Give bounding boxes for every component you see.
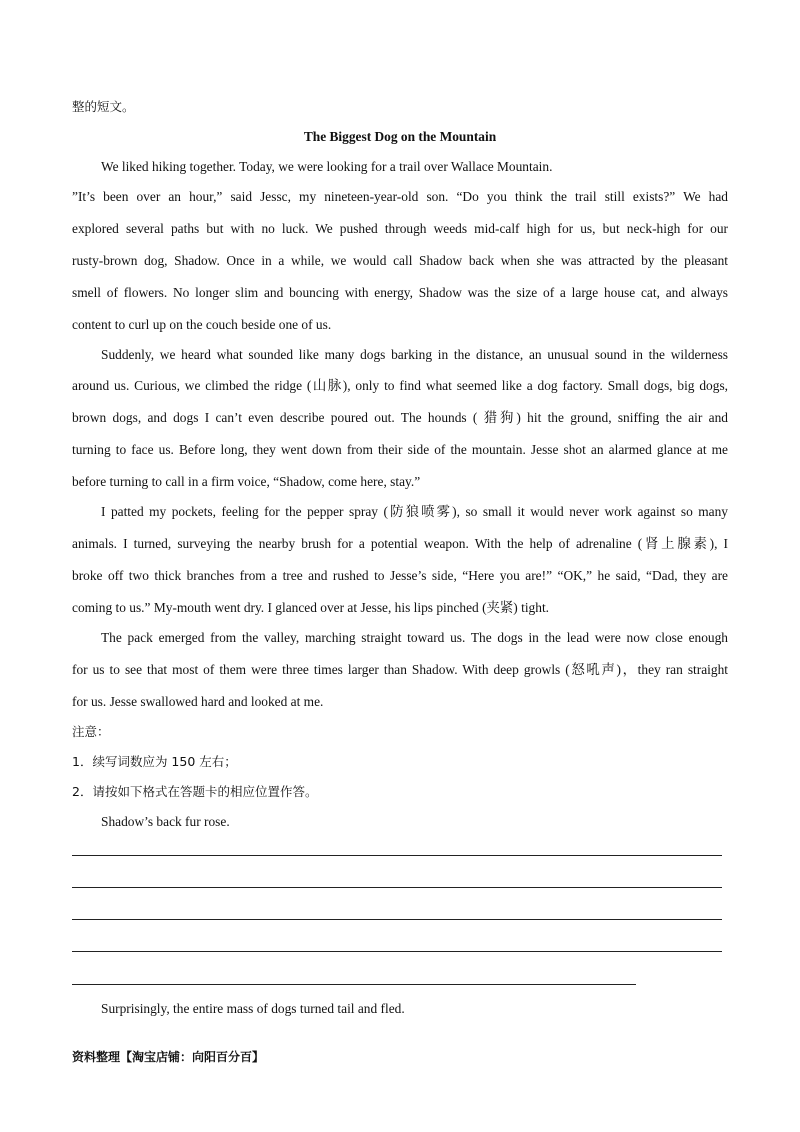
answer-line [72, 951, 722, 952]
answer-line [72, 887, 722, 888]
answer-line [72, 855, 722, 856]
story-line: rusty-brown dog, Shadow. Once in a while, we would call Shadow back when she was attracted by the pleasant [72, 253, 728, 268]
story-line: content to curl up on the couch beside one of us. [72, 317, 332, 332]
footer-source: 资料整理【淘宝店铺：向阳百分百】 [72, 1050, 265, 1064]
story-line: around us. Curious, we climbed the ridge (山脉), only to find what seemed like a dog factory. Small dogs, big dogs, [72, 378, 728, 393]
story-line: before turning to call in a firm voice, “Shadow, come here, stay.” [72, 474, 421, 489]
notes-heading: 注意： [72, 724, 110, 739]
story-line: explored several paths but with no luck. We pushed through weeds mid-calf high for us, but neck-high for our [72, 221, 728, 236]
intro-line: 整的短文。 [72, 99, 135, 114]
note-item-word-count: 1．续写词数应为 150 左右； [72, 754, 237, 769]
story-line: brown dogs, and dogs I can’t even describe poured out. The hounds ( 猎狗) hit the ground, sniffing the air and [72, 410, 728, 425]
story-line: coming to us.” My-mouth went dry. I glanced over at Jesse, his lips pinched (夹紧) tight. [72, 600, 550, 615]
paragraph2-start: Surprisingly, the entire mass of dogs turned tail and fled. [101, 1001, 405, 1016]
story-line: for us to see that most of them were three times larger than Shadow. With deep growls (怒吼声)，they ran straight [72, 662, 728, 677]
story-line: animals. I turned, surveying the nearby brush for a potential weapon. With the help of adrenaline (肾上腺素), I [72, 536, 728, 551]
paragraph1-start: Shadow’s back fur rose. [101, 814, 230, 829]
story-line: for us. Jesse swallowed hard and looked at me. [72, 694, 324, 709]
story-title: The Biggest Dog on the Mountain [303, 129, 497, 144]
note-item-format: 2．请按如下格式在答题卡的相应位置作答。 [72, 784, 318, 799]
answer-line [72, 984, 636, 985]
story-line: We liked hiking together. Today, we were looking for a trail over Wallace Mountain. [101, 159, 553, 174]
story-line: I patted my pockets, feeling for the pepper spray (防狼喷雾), so small it would never work against so many [101, 504, 728, 519]
story-line: broke off two thick branches from a tree and rushed to Jesse’s side, “Here you are!” “OK,” he said, “Dad, they are [72, 568, 728, 583]
story-line: smell of flowers. No longer slim and bouncing with energy, Shadow was the size of a large house cat, and always [72, 285, 728, 300]
story-line: Suddenly, we heard what sounded like many dogs barking in the distance, an unusual sound in the wilderness [101, 347, 728, 362]
story-line: turning to face us. Before long, they went down from their side of the mountain. Jesse shot an alarmed glance at me [72, 442, 728, 457]
answer-line [72, 919, 722, 920]
story-line: The pack emerged from the valley, marching straight toward us. The dogs in the lead were now close enough [101, 630, 728, 645]
story-line: ”It’s been over an hour,” said Jessc, my nineteen-year-old son. “Do you think the trail still exists?” We had [72, 189, 728, 204]
